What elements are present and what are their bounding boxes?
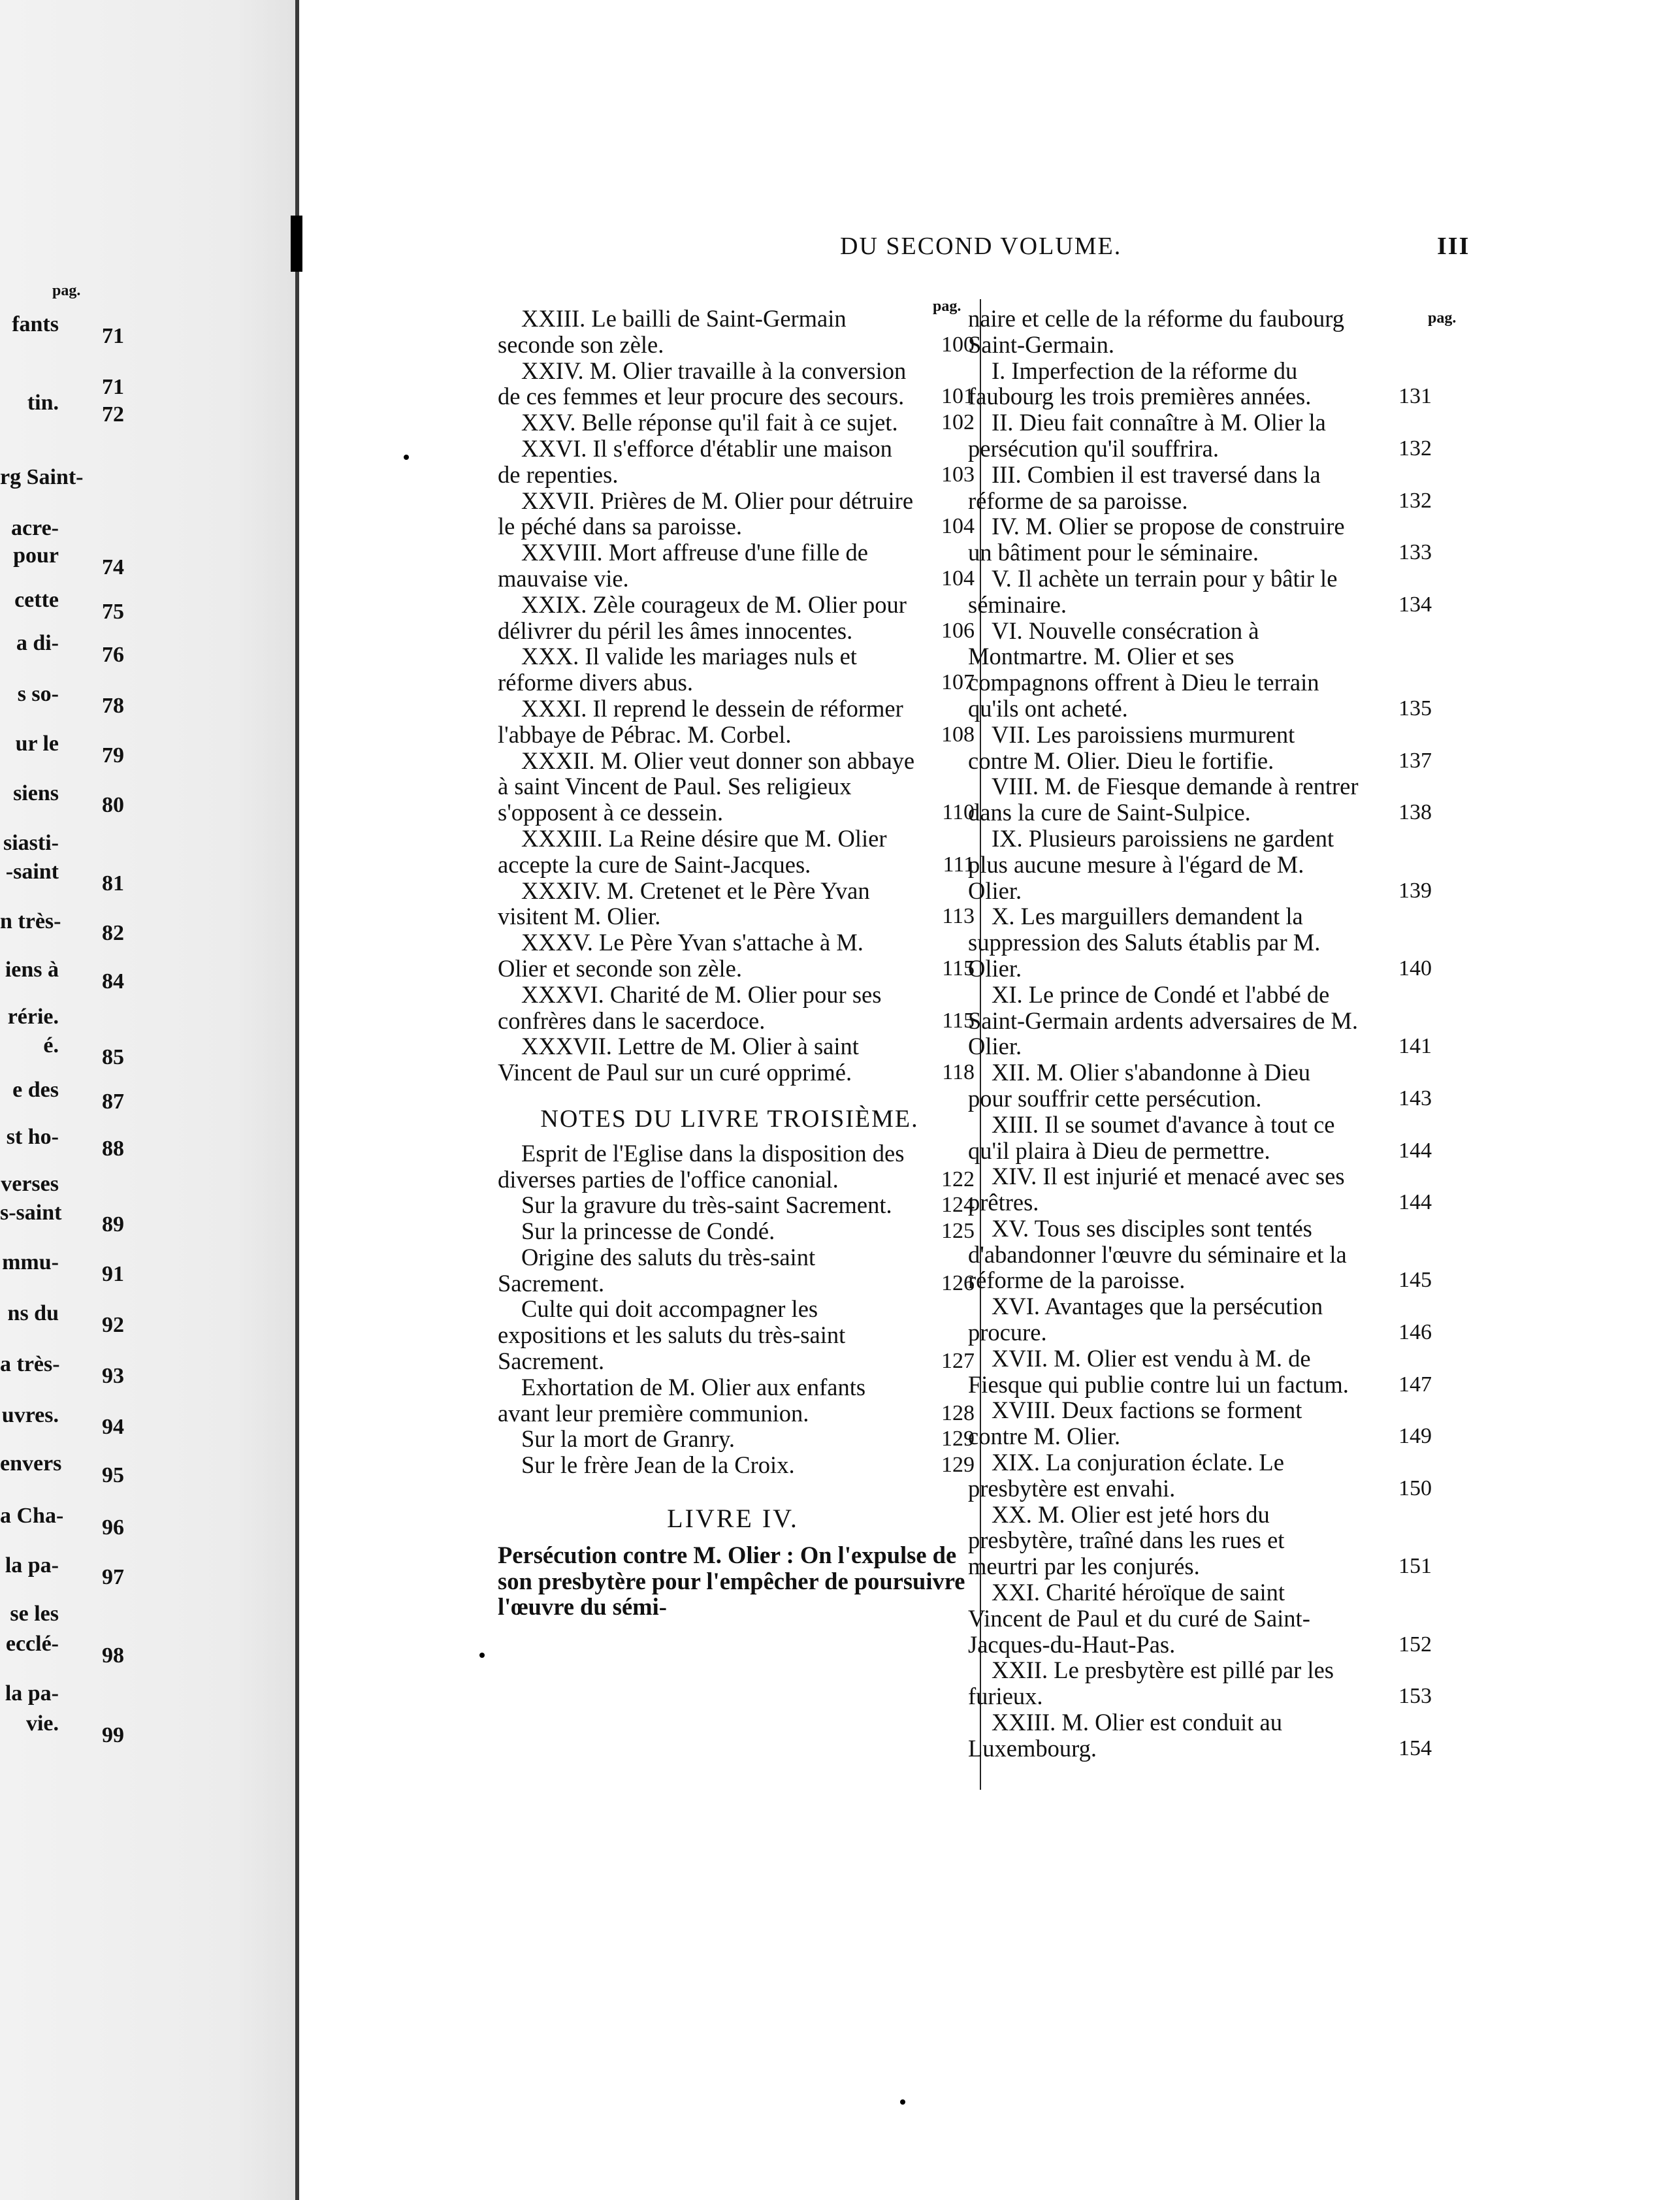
toc-entry-text: I. Imperfection de la réforme du faubourg les trois premières années. — [968, 357, 1312, 410]
toc-entry-page: 135 — [1398, 696, 1432, 720]
toc-entry — [498, 1033, 975, 1086]
left-page-text-fragment: a très- — [0, 1352, 60, 1376]
toc-entry-text: XXX. Il valide les mariages nuls et réforme divers abus. — [498, 643, 857, 696]
left-page-number-fragment: 89 — [102, 1212, 124, 1237]
toc-entry — [968, 1579, 1432, 1658]
toc-entry — [498, 643, 975, 696]
toc-entry-text: Culte qui doit accompagner les expositions et les saluts du très-saint Sacrement. — [498, 1295, 846, 1375]
left-page-number-fragment: 82 — [102, 921, 124, 945]
toc-entry-text: XXVII. Prières de M. Olier pour détruire le péché dans sa paroisse. — [498, 487, 914, 540]
continuation-text: naire et celle de la réforme du faubourg Saint-Germain. — [968, 305, 1344, 358]
left-page-number-fragment: 72 — [102, 402, 124, 427]
toc-entry — [968, 1344, 1432, 1398]
running-header: DU SECOND VOLUME. — [840, 233, 1122, 260]
toc-entry-page: 128 — [941, 1400, 975, 1425]
toc-entry-page: 111 — [943, 852, 975, 877]
left-page-number-fragment: 94 — [102, 1415, 124, 1439]
toc-entry — [968, 409, 1432, 462]
toc-entry-text: V. Il achète un terrain pour y bâtir le séminaire. — [968, 564, 1338, 618]
toc-entry-text: XXIX. Zèle courageux de M. Olier pour délivrer du péril les âmes innocentes. — [498, 590, 907, 644]
livre-title: LIVRE IV. — [667, 1504, 799, 1534]
toc-entry-page: 126 — [941, 1270, 975, 1295]
toc-entry — [968, 980, 1432, 1060]
toc-entry-page: 103 — [941, 462, 975, 487]
toc-entry-page: 110 — [942, 800, 975, 825]
left-page-number-fragment: 93 — [102, 1364, 124, 1388]
toc-entry — [498, 1139, 975, 1193]
toc-entry-page: 104 — [941, 514, 975, 539]
pag-label-col1: pag. — [933, 298, 961, 315]
toc-entry-text: XXIII. Le bailli de Saint-Germain seconde son zèle. — [498, 305, 847, 358]
toc-entry — [498, 1218, 975, 1245]
left-page-text-fragment: e des — [12, 1078, 59, 1102]
toc-entry — [498, 980, 975, 1034]
toc-entry-text: XVI. Avantages que la persécution procure. — [968, 1293, 1323, 1346]
toc-entry — [968, 903, 1432, 982]
left-page-text-fragment: rérie. — [7, 1005, 59, 1029]
toc-entry-text: VII. Les paroissiens murmurent contre M. Olier. Dieu le fortifie. — [968, 720, 1295, 774]
toc-entry-page: 131 — [1398, 384, 1432, 409]
toc-entry-text: VI. Nouvelle consécration à Montmartre. M. Olier et ses compagnons offrent à Dieu le terrain qu'ils ont acheté. — [968, 617, 1319, 722]
toc-entry — [968, 1059, 1432, 1112]
toc-entry — [968, 1500, 1432, 1580]
toc-entry — [498, 1295, 975, 1375]
toc-entry-page: 152 — [1398, 1632, 1432, 1657]
toc-entry-page: 139 — [1398, 878, 1432, 903]
toc-entry-text: XI. Le prince de Condé et l'abbé de Saint-Germain ardents adversaires de M. Olier. — [968, 980, 1358, 1060]
left-page-number-fragment: 97 — [102, 1565, 124, 1589]
toc-entry-text: XXXI. Il reprend le dessein de réformer l'abbaye de Pébrac. M. Corbel. — [498, 694, 903, 748]
ink-speck — [900, 2099, 905, 2105]
toc-entry-text: IX. Plusieurs paroissiens ne gardent plus aucune mesure à l'égard de M. Olier. — [968, 824, 1334, 904]
left-page-text-fragment: s-saint — [0, 1201, 62, 1225]
toc-entry-text: XIX. La conjuration éclate. Le presbytère est envahi. — [968, 1449, 1284, 1502]
toc-entry-page: 132 — [1398, 436, 1432, 461]
toc-entry-page: 133 — [1398, 540, 1432, 565]
toc-entry — [498, 1451, 975, 1479]
toc-entry-page: 108 — [941, 722, 975, 747]
toc-entry-text: XVII. M. Olier est vendu à M. de Fiesque qui publie contre lui un factum. — [968, 1344, 1349, 1398]
toc-entry-page: 125 — [941, 1219, 975, 1244]
left-page-number-fragment: 87 — [102, 1090, 124, 1114]
toc-entry-page: 115 — [942, 956, 975, 980]
toc-entry-text: XXXII. M. Olier veut donner son abbaye à saint Vincent de Paul. Ses religieux s'opposent à ce dessein. — [498, 747, 915, 826]
left-page-number-fragment: 71 — [102, 375, 124, 399]
left-page-number-fragment: 74 — [102, 555, 124, 579]
left-page-number-fragment: 79 — [102, 743, 124, 768]
toc-entry — [968, 1110, 1432, 1164]
toc-entry-text: Exhortation de M. Olier aux enfants avant leur première communion. — [498, 1373, 866, 1427]
toc-entry-page: 132 — [1398, 488, 1432, 513]
toc-entry — [498, 305, 975, 358]
toc-entry — [968, 1657, 1432, 1710]
left-page-number-fragment: 84 — [102, 969, 124, 994]
toc-entry — [498, 1191, 975, 1219]
left-page-number-fragment: 75 — [102, 600, 124, 624]
toc-entry — [968, 1163, 1432, 1216]
left-page-text-fragment: n très- — [0, 909, 61, 933]
left-page-text-fragment: la pa- — [5, 1681, 59, 1706]
toc-entry-page: 151 — [1398, 1554, 1432, 1579]
left-page-text-fragment: vie. — [25, 1711, 59, 1736]
left-page-text-fragment: rg Saint- — [0, 465, 84, 489]
toc-entry-page: 154 — [1398, 1736, 1432, 1760]
toc-entry — [498, 487, 975, 540]
left-page-text-fragment: siens — [13, 781, 59, 805]
toc-entry-text: Sur la mort de Granry. — [521, 1425, 735, 1453]
toc-entry — [498, 877, 975, 930]
toc-entry-page: 101 — [941, 384, 975, 409]
toc-entry-page: 150 — [1398, 1476, 1432, 1500]
left-page-number-fragment: 95 — [102, 1463, 124, 1487]
left-page-text-fragment: verses — [1, 1172, 59, 1196]
toc-entry-page: 129 — [941, 1453, 975, 1478]
toc-entry — [968, 824, 1432, 904]
toc-entry — [968, 513, 1432, 566]
toc-entry-page: 118 — [942, 1060, 975, 1085]
toc-entry — [498, 929, 975, 982]
toc-entry-text: XXIII. M. Olier est conduit au Luxembourg. — [968, 1709, 1282, 1762]
toc-entry-page: 127 — [941, 1349, 975, 1374]
toc-entry — [498, 1373, 975, 1427]
left-page-text-fragment: s so- — [17, 682, 59, 706]
toc-entry-page: 138 — [1398, 800, 1432, 825]
page-number: III — [1437, 233, 1470, 260]
toc-entry-text: XXXIII. La Reine désire que M. Olier accepte la cure de Saint-Jacques. — [498, 824, 887, 878]
notes-title: NOTES DU LIVRE TROISIÈME. — [540, 1105, 919, 1133]
toc-entry-text: XXXVI. Charité de M. Olier pour ses confrères dans le sacerdoce. — [498, 980, 882, 1034]
toc-entry — [498, 694, 975, 748]
toc-entry-page: 146 — [1398, 1320, 1432, 1345]
toc-entry-page: 107 — [941, 670, 975, 695]
toc-entry — [498, 539, 975, 592]
book-spine — [295, 0, 299, 2200]
toc-entry-page: 149 — [1398, 1424, 1432, 1449]
toc-entry-text: XXXVII. Lettre de M. Olier à saint Vincent de Paul sur un curé opprimé. — [498, 1033, 859, 1086]
toc-entry — [968, 617, 1432, 722]
toc-entry — [498, 747, 975, 826]
left-page-text-fragment: a Cha- — [0, 1504, 64, 1528]
left-page-text-fragment: mmu- — [2, 1250, 59, 1274]
toc-entry — [968, 1709, 1432, 1762]
left-pag-label: pag. — [52, 282, 81, 299]
left-page-text-fragment: ur le — [15, 732, 59, 756]
toc-entry — [498, 409, 975, 436]
left-page-text-fragment: st ho- — [6, 1125, 59, 1149]
toc-entry — [968, 1397, 1432, 1450]
toc-entry — [968, 720, 1432, 774]
toc-entry — [498, 434, 975, 488]
toc-entry-page: 153 — [1398, 1684, 1432, 1709]
toc-entry-text: Esprit de l'Eglise dans la disposition des diverses parties de l'office canonial. — [498, 1139, 905, 1193]
toc-entry-page: 140 — [1398, 956, 1432, 980]
left-page-number-fragment: 85 — [102, 1045, 124, 1069]
toc-entry-page: 100 — [941, 332, 975, 357]
left-page-number-fragment: 92 — [102, 1313, 124, 1337]
toc-entry-page: 137 — [1398, 748, 1432, 773]
left-page-text-fragment: la pa- — [5, 1553, 59, 1577]
toc-entry-text: Sur la princesse de Condé. — [521, 1218, 775, 1245]
left-page-text-fragment: pour — [13, 543, 59, 568]
livre-intro: Persécution contre M. Olier : On l'expulse de son presbytère pour l'empêcher de poursuivre l'œuvre du sémi- — [498, 1541, 965, 1621]
left-page-text-fragment: envers — [0, 1451, 62, 1476]
toc-entry-page: 144 — [1398, 1190, 1432, 1215]
toc-entry-text: XXXV. Le Père Yvan s'attache à M. Olier et seconde son zèle. — [498, 929, 864, 982]
toc-entry-text: XXVIII. Mort affreuse d'une fille de mauvaise vie. — [498, 539, 868, 592]
left-page-number-fragment: 99 — [102, 1723, 124, 1747]
left-page-number-fragment: 76 — [102, 643, 124, 667]
toc-entry-page: 147 — [1398, 1372, 1432, 1397]
toc-entry-page: 134 — [1398, 592, 1432, 617]
toc-entry-page: 113 — [942, 904, 975, 929]
left-page-text-fragment: acre- — [11, 516, 59, 540]
toc-entry-text: XIV. Il est injurié et menacé avec ses prêtres. — [968, 1163, 1345, 1216]
toc-entry-page: 144 — [1398, 1138, 1432, 1163]
toc-entry-text: XXV. Belle réponse qu'il fait à ce sujet. — [521, 409, 898, 436]
left-page-number-fragment: 81 — [102, 871, 124, 896]
toc-entry-text: XXIV. M. Olier travaille à la conversion de ces femmes et leur procure des secours. — [498, 357, 907, 410]
left-page-number-fragment: 78 — [102, 694, 124, 718]
toc-entry-page: 145 — [1398, 1268, 1432, 1293]
left-page-text-fragment: cette — [14, 588, 59, 612]
toc-entry — [968, 773, 1432, 826]
toc-entry — [498, 1243, 975, 1297]
toc-entry — [498, 824, 975, 878]
left-page-text-fragment: ns du — [7, 1301, 59, 1325]
left-page-text-fragment: ecclé- — [5, 1632, 59, 1656]
toc-entry-text: XXI. Charité héroïque de saint Vincent de Paul et du curé de Saint-Jacques-du-Haut-Pas. — [968, 1579, 1310, 1658]
toc-entry-text: II. Dieu fait connaître à M. Olier la persécution qu'il souffrira. — [968, 409, 1326, 462]
toc-entry-text: XV. Tous ses disciples sont tentés d'abandonner l'œuvre du séminaire et la réforme de la paroisse. — [968, 1214, 1347, 1294]
left-page-text-fragment: tin. — [27, 391, 59, 415]
toc-entry — [498, 357, 975, 410]
left-page-text-fragment: a di- — [16, 631, 59, 655]
toc-entry-page: 104 — [941, 566, 975, 590]
toc-entry — [968, 1214, 1432, 1294]
toc-entry-text: Origine des saluts du très-saint Sacrement. — [498, 1243, 816, 1297]
toc-entry-page: 122 — [941, 1167, 975, 1191]
left-page-number-fragment: 98 — [102, 1643, 124, 1668]
toc-column-1 — [498, 305, 975, 1621]
left-page-fragment — [0, 0, 295, 2200]
toc-entry-text: XIII. Il se soumet d'avance à tout ce qu'il plaira à Dieu de permettre. — [968, 1110, 1335, 1164]
left-page-text-fragment: uvres. — [1, 1403, 59, 1427]
toc-entry-text: XVIII. Deux factions se forment contre M. Olier. — [968, 1397, 1302, 1450]
toc-entry — [498, 1425, 975, 1453]
toc-entry-page: 115 — [942, 1008, 975, 1033]
ink-speck — [404, 455, 409, 460]
toc-entry-text: VIII. M. de Fiesque demande à rentrer dans la cure de Saint-Sulpice. — [968, 773, 1359, 826]
toc-entry-text: XXXIV. M. Cretenet et le Père Yvan visitent M. Olier. — [498, 877, 870, 930]
toc-entry-text: XII. M. Olier s'abandonne à Dieu pour souffrir cette persécution. — [968, 1059, 1311, 1112]
toc-entry-text: XXII. Le presbytère est pillé par les furieux. — [968, 1657, 1334, 1710]
toc-column-2 — [968, 305, 1432, 1762]
left-page-text-fragment: se les — [10, 1602, 59, 1626]
toc-entry-text: Sur la gravure du très-saint Sacrement. — [521, 1191, 892, 1219]
toc-entry-text: XX. M. Olier est jeté hors du presbytère, traîné dans les rues et meurtri par les conjurés. — [968, 1500, 1285, 1580]
toc-entry — [968, 564, 1432, 618]
toc-entry — [968, 461, 1432, 514]
toc-entry — [968, 1449, 1432, 1502]
ink-speck — [479, 1653, 485, 1658]
toc-entry-page: 143 — [1398, 1086, 1432, 1110]
left-page-number-fragment: 96 — [102, 1515, 124, 1540]
toc-entry — [968, 357, 1432, 410]
toc-entry-text: IV. M. Olier se propose de construire un bâtiment pour le séminaire. — [968, 513, 1345, 566]
toc-entry-text: Sur le frère Jean de la Croix. — [521, 1451, 795, 1479]
toc-entry-page: 141 — [1398, 1034, 1432, 1059]
toc-entry-page: 102 — [941, 410, 975, 435]
left-page-text-fragment: -saint — [5, 860, 59, 884]
toc-entry-text: X. Les marguillers demandent la suppression des Saluts établis par M. Olier. — [968, 903, 1321, 982]
toc-entry-page: 106 — [941, 618, 975, 643]
left-page-text-fragment: iens à — [5, 958, 59, 982]
left-page-text-fragment: é. — [43, 1033, 59, 1058]
pag-label-col2: pag. — [1428, 310, 1457, 327]
left-page-text-fragment: siasti- — [3, 831, 59, 855]
toc-entry — [498, 590, 975, 644]
toc-entry-text: XXVI. Il s'efforce d'établir une maison de repenties. — [498, 434, 892, 488]
toc-entry-page: 129 — [941, 1427, 975, 1451]
left-page-number-fragment: 71 — [102, 324, 124, 348]
toc-entry-text: III. Combien il est traversé dans la réforme de sa paroisse. — [968, 461, 1321, 514]
left-page-number-fragment: 80 — [102, 793, 124, 817]
toc-entry — [968, 1293, 1432, 1346]
left-page-number-fragment: 88 — [102, 1137, 124, 1161]
left-page-text-fragment: fants — [12, 312, 59, 336]
toc-entry-page: 124 — [941, 1193, 975, 1218]
left-page-number-fragment: 91 — [102, 1262, 124, 1286]
